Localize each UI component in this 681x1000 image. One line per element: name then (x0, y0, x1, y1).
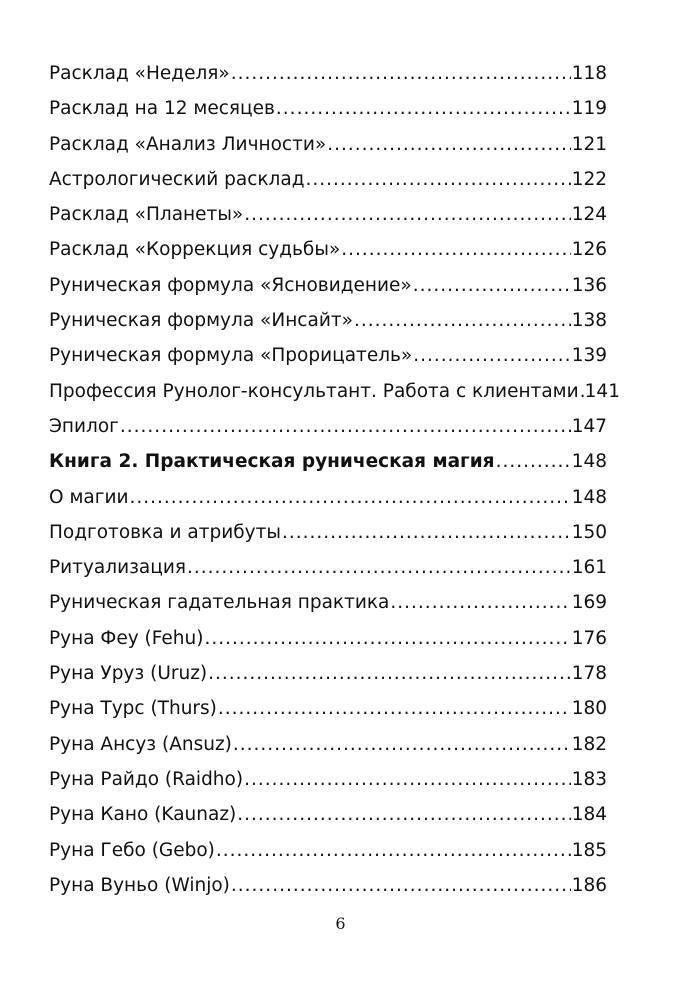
toc-entry-title: Астрологический расклад (49, 168, 305, 190)
toc-entry-title: Ритуализация (49, 557, 187, 579)
toc-entry-title: Руна Уруз (Uruz) (49, 663, 208, 685)
toc-entry-title: Расклад «Коррекция судьбы» (49, 239, 341, 261)
dot-leader (244, 762, 571, 797)
toc-entry-page: 161 (571, 557, 607, 579)
toc-entry[interactable] (49, 691, 607, 726)
toc-entry-page: 169 (571, 592, 607, 614)
dot-leader (580, 374, 584, 409)
toc-entry-page: 147 (571, 415, 607, 437)
toc-entry-title: Руническая формула «Ясновидение» (49, 274, 412, 296)
dot-leader (306, 162, 571, 197)
dot-leader (218, 691, 571, 726)
toc-entry[interactable] (49, 409, 607, 444)
toc-entry-title: Эпилог (49, 415, 119, 437)
toc-entry-title: Руническая формула «Инсайт» (49, 310, 353, 332)
toc-entry-title: Руна Райдо (Raidho) (49, 768, 244, 790)
toc-entry[interactable] (49, 797, 607, 832)
toc-entry-title: Профессия Рунолог-консультант. Работа с клиентами (49, 380, 579, 402)
dot-leader (276, 91, 571, 126)
toc-entry-page: 122 (571, 168, 607, 190)
toc-entry-title: Руна Вуньо (Winjo) (49, 874, 230, 896)
toc-entry-page: 138 (571, 310, 607, 332)
toc-entry-page: 180 (571, 698, 607, 720)
toc-entry-title: Подготовка и атрибуты (49, 521, 281, 543)
toc-entry-title: Расклад на 12 месяцев (49, 98, 275, 120)
dot-leader (282, 515, 571, 550)
toc-entry[interactable] (49, 268, 607, 303)
table-of-contents (49, 56, 620, 903)
toc-entry-title: Руна Кано (Kaunaz) (49, 804, 237, 826)
dot-leader (390, 585, 570, 620)
toc-entry-page: 182 (571, 733, 607, 755)
dot-leader (231, 56, 571, 91)
toc-entry[interactable] (49, 868, 607, 903)
toc-entry[interactable] (49, 197, 607, 232)
toc-entry-page: 186 (571, 874, 607, 896)
toc-entry-page: 119 (571, 98, 607, 120)
toc-entry[interactable] (49, 303, 607, 338)
toc-entry-page: 136 (571, 274, 607, 296)
toc-entry-page: 124 (571, 204, 607, 226)
toc-entry-title: Расклад «Неделя» (49, 63, 230, 84)
dot-leader (216, 833, 571, 868)
toc-entry-title: Руна Феу (Fehu) (49, 627, 204, 649)
toc-entry-page: 141 (584, 380, 620, 402)
toc-entry-title: Руна Гебо (Gebo) (49, 839, 215, 861)
page-number: 6 (335, 914, 346, 933)
dot-leader (204, 621, 570, 656)
toc-entry-title: Руническая формула «Прорицатель» (49, 345, 413, 367)
toc-entry-page: 185 (571, 839, 607, 861)
toc-entry-page: 148 (571, 451, 607, 473)
toc-section-heading[interactable] (49, 444, 607, 479)
dot-leader (354, 303, 571, 338)
toc-entry[interactable] (49, 338, 607, 373)
toc-entry-title: Книга 2. Практическая руническая магия (49, 451, 495, 473)
toc-entry-page: 126 (571, 239, 607, 261)
dot-leader (233, 727, 571, 762)
toc-entry[interactable] (49, 621, 607, 656)
dot-leader (413, 338, 570, 373)
toc-entry-page: 148 (571, 486, 607, 508)
toc-entry-page: 184 (571, 804, 607, 826)
dot-leader (130, 480, 571, 515)
toc-entry-page: 178 (571, 663, 607, 685)
toc-entry[interactable] (49, 762, 607, 797)
toc-entry-page: 121 (571, 133, 607, 155)
toc-entry[interactable] (49, 232, 607, 267)
toc-entry-page: 118 (571, 63, 607, 84)
toc-entry[interactable] (49, 127, 607, 162)
dot-leader (187, 550, 571, 585)
toc-entry[interactable] (49, 550, 607, 585)
dot-leader (120, 409, 571, 444)
dot-leader (327, 127, 570, 162)
toc-entry[interactable] (49, 833, 607, 868)
dot-leader (208, 656, 571, 691)
toc-entry[interactable] (49, 162, 607, 197)
toc-entry-title: О магии (49, 486, 129, 508)
toc-entry[interactable] (49, 727, 607, 762)
toc-entry-title: Руна Турс (Thurs) (49, 698, 217, 720)
toc-entry-title: Руна Ансуз (Ansuz) (49, 733, 232, 755)
toc-entry-page: 183 (571, 768, 607, 790)
dot-leader (341, 232, 570, 267)
toc-entry[interactable] (49, 585, 607, 620)
dot-leader (231, 868, 571, 903)
toc-entry[interactable] (49, 656, 607, 691)
toc-entry[interactable] (49, 515, 607, 550)
toc-entry-page: 139 (571, 345, 607, 367)
toc-entry[interactable] (49, 374, 620, 409)
toc-entry-title: Расклад «Анализ Личности» (49, 133, 327, 155)
dot-leader (413, 268, 571, 303)
toc-entry-title: Руническая гадательная практика (49, 592, 390, 614)
toc-entry[interactable] (49, 91, 607, 126)
toc-entry[interactable] (49, 56, 607, 91)
toc-entry-page: 176 (571, 627, 607, 649)
toc-entry-title: Расклад «Планеты» (49, 204, 244, 226)
toc-entry-page: 150 (571, 521, 607, 543)
dot-leader (244, 197, 570, 232)
dot-leader (496, 444, 571, 479)
toc-entry[interactable] (49, 480, 607, 515)
dot-leader (237, 797, 570, 832)
